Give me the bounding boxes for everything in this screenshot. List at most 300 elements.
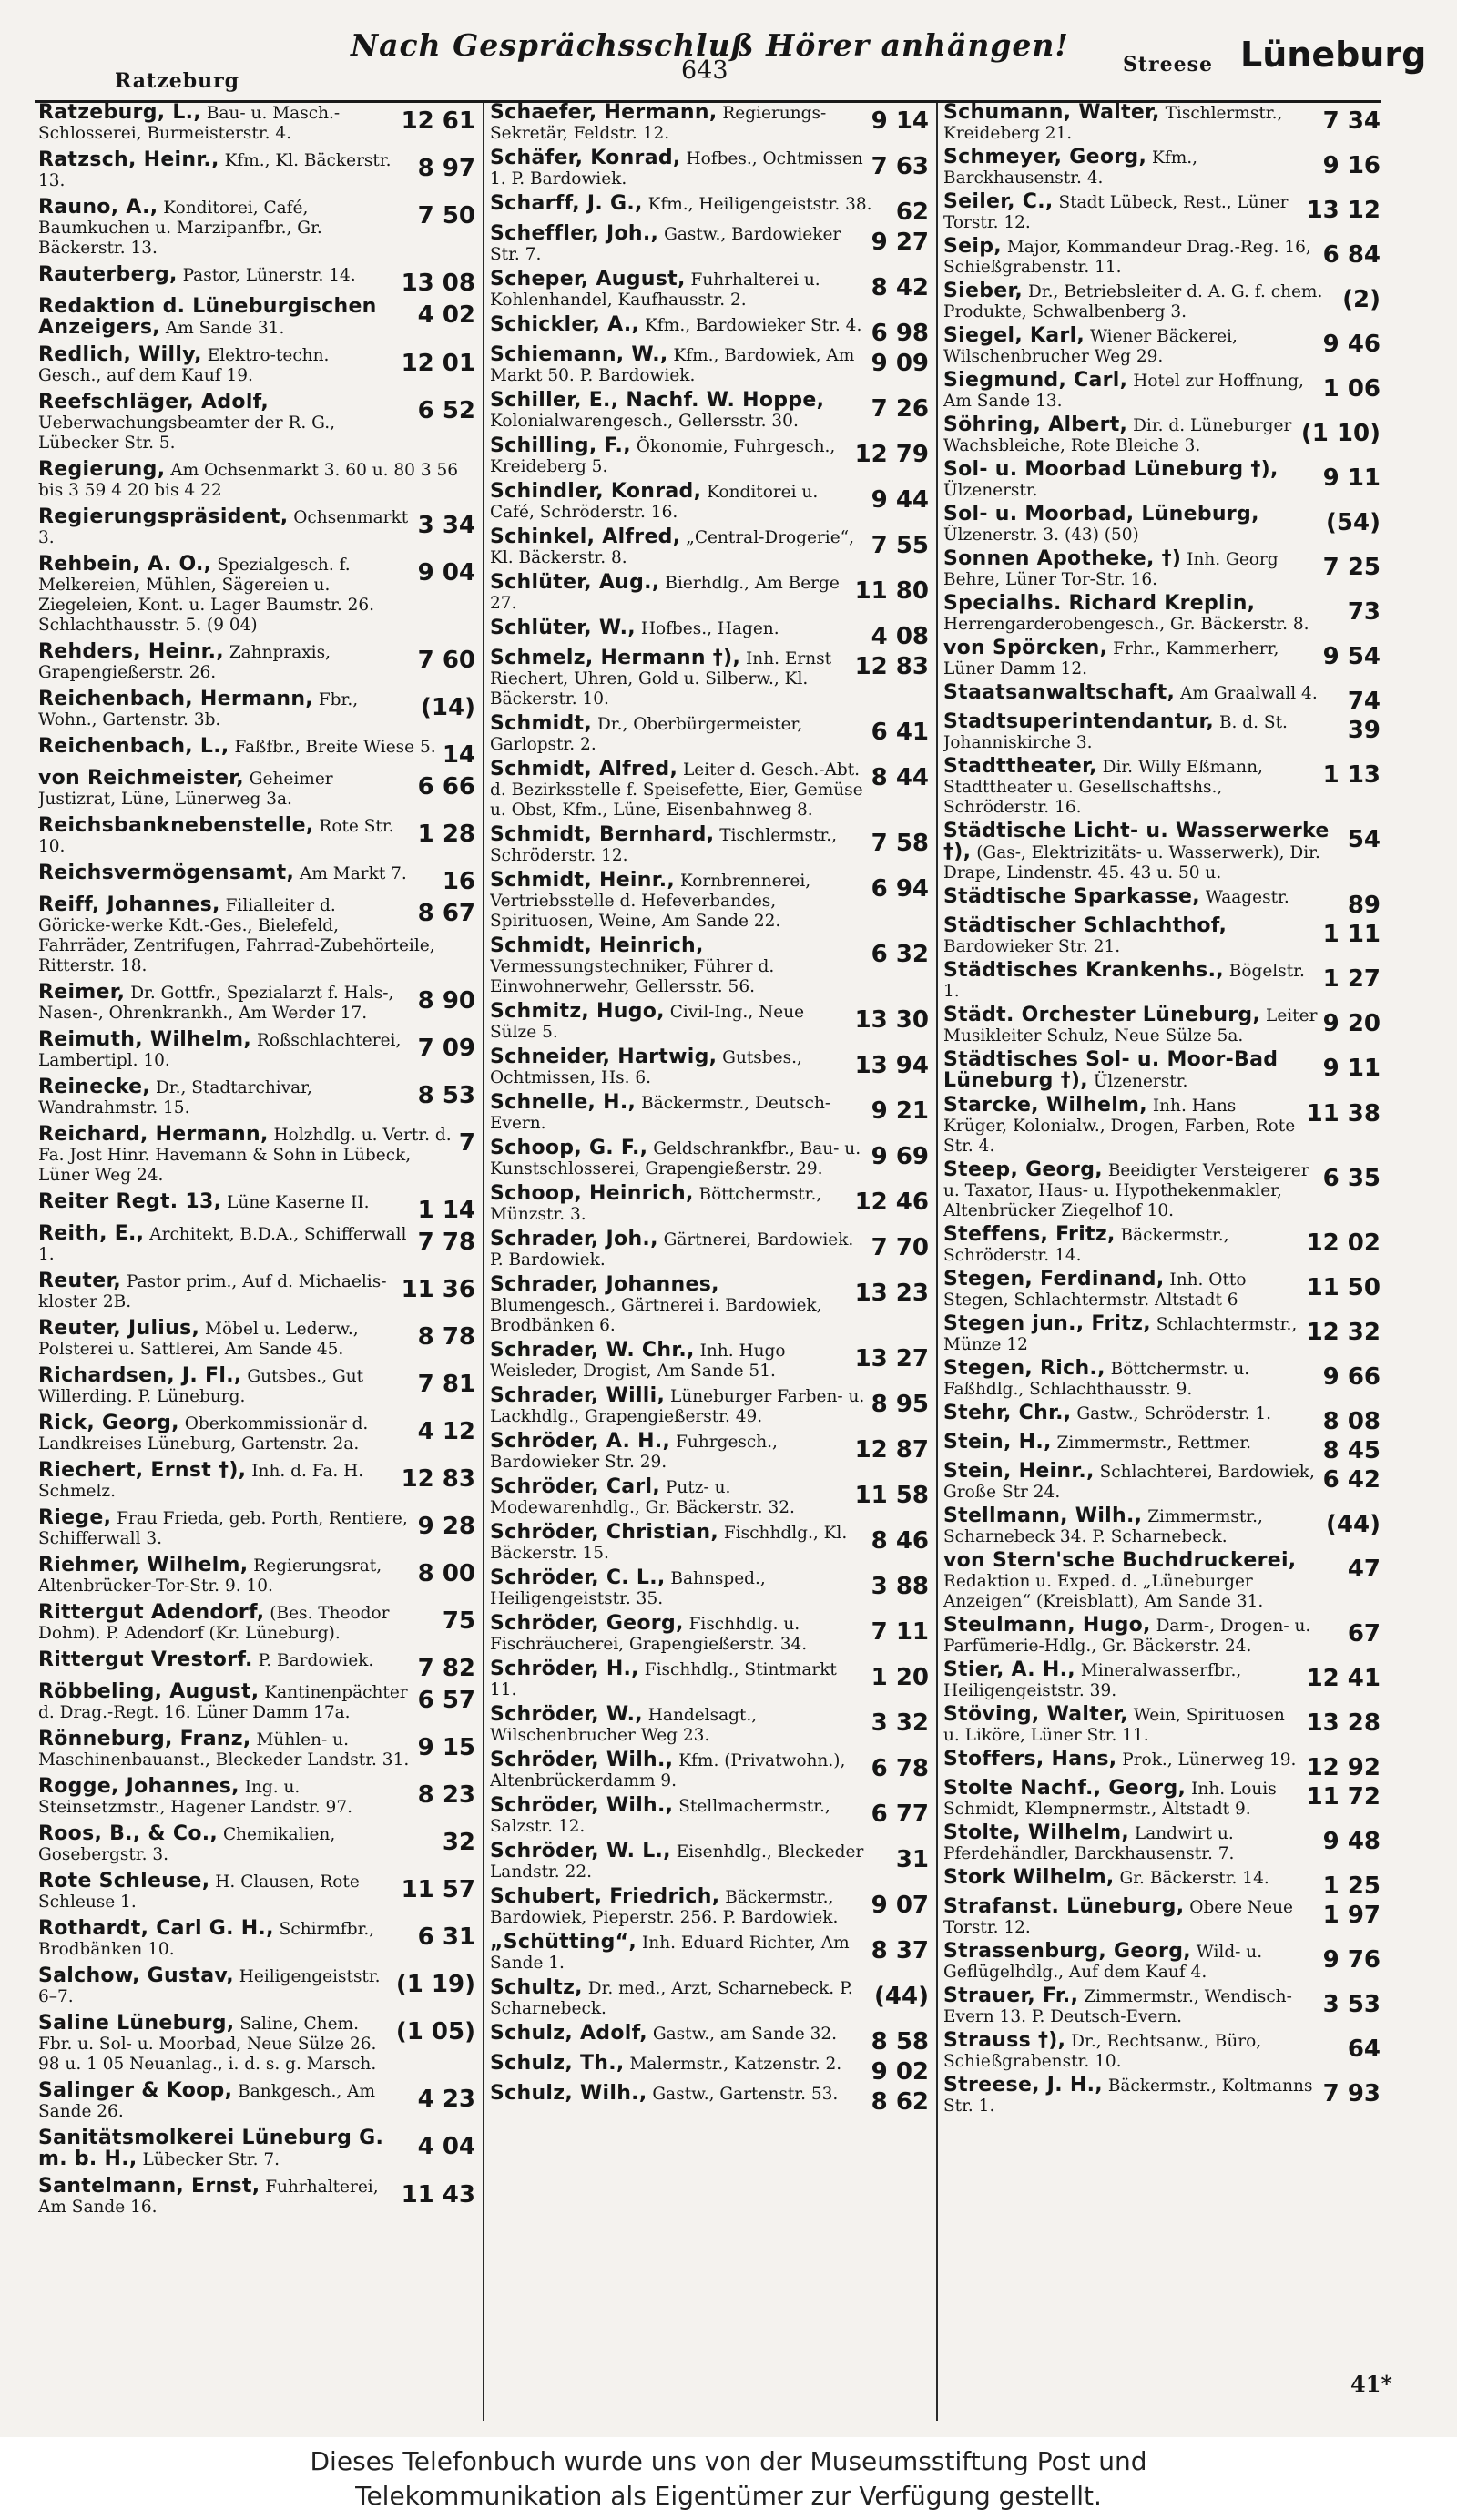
entry-name: Rothardt, Carl G. H., — [38, 1917, 274, 1940]
entry-name: Schulz, Wilh., — [490, 2082, 647, 2105]
directory-entry — [943, 192, 1384, 233]
entry-phone-number: 6 78 — [871, 1755, 929, 1782]
entry-description: Fbr., Wohn., Gartenstr. 3b. — [38, 690, 359, 729]
directory-entry — [38, 393, 479, 454]
directory-entry — [490, 1184, 932, 1225]
directory-entry — [490, 1523, 932, 1564]
entry-name: Stellmann, Wilh., — [943, 1505, 1143, 1527]
directory-entry — [943, 1616, 1384, 1657]
entry-phone-number: 9 66 — [1322, 1363, 1381, 1391]
directory-entry — [943, 1096, 1384, 1157]
directory-entry — [943, 1660, 1384, 1701]
entry-description: Gärtnerei, Bardowiek. P. Bardowiek. — [490, 1230, 854, 1270]
entry-name: Sieber, — [943, 280, 1024, 302]
entry-phone-number: 9 07 — [871, 1892, 929, 1919]
directory-entry — [490, 1568, 932, 1609]
entry-description: Bardowieker Str. 21. — [943, 937, 1121, 956]
entry-description: Dir. Willy Eßmann, Stadttheater u. Gesellschaftshs., Schröderstr. 16. — [943, 758, 1263, 817]
directory-entry — [38, 2014, 479, 2075]
entry-description: Malermstr., Katzenstr. 2. — [629, 2055, 842, 2074]
entry-name: Sol- u. Moorbad Lüneburg †), — [943, 458, 1279, 481]
entry-phone-number: 9 16 — [1322, 152, 1381, 179]
entry-description: Inh. Otto Stegen, Schlachtermstr. Altstadt 6 — [943, 1270, 1247, 1310]
directory-entry — [943, 1050, 1384, 1092]
entry-name: Siegmund, Carl, — [943, 369, 1128, 392]
entry-phone-number: 73 — [1347, 598, 1381, 626]
entry-phone-number: 11 72 — [1306, 1783, 1381, 1811]
entry-phone-number: 1 13 — [1322, 761, 1381, 789]
entry-description: Ülzenerstr. — [1093, 1072, 1188, 1091]
entry-phone-number: 11 80 — [854, 577, 929, 605]
directory-entry — [943, 1270, 1384, 1311]
directory-entry — [943, 594, 1384, 635]
entry-phone-number: 7 63 — [871, 153, 929, 180]
entry-description: Ülzenerstr. — [943, 481, 1038, 500]
entry-description: Major, Kommandeur Drag.-Reg. 16, Schießgrabenstr. 11. — [943, 238, 1311, 277]
entry-name: Streese, J. H., — [943, 2074, 1103, 2097]
directory-entry — [38, 555, 479, 636]
directory-entry — [490, 1796, 932, 1837]
entry-name: Reichsvermögensamt, — [38, 862, 295, 884]
entry-name: Stoffers, Hans, — [943, 1748, 1117, 1770]
directory-entry — [490, 1432, 932, 1473]
entry-description: Inh. Hugo Weisleder, Drogist, Am Sande 51. — [490, 1342, 786, 1381]
entry-name: Schultz, — [490, 1976, 583, 1999]
entry-description: Zimmermstr., Scharnebeck 34. P. Scharnebeck. — [943, 1507, 1263, 1546]
entry-phone-number: 67 — [1347, 1620, 1381, 1648]
entry-phone-number: 9 21 — [871, 1097, 929, 1125]
entry-description: Dr., Oberbürgermeister, Garlopstr. 2. — [490, 715, 803, 754]
entry-description: Heiligengeiststr. 6–7. — [38, 1967, 381, 2006]
entry-description: Inh. Georg Behre, Lüner Tor-Str. 16. — [943, 550, 1279, 589]
entry-description: Inh. Louis Schmidt, Klempnermstr., Altstadt 9. — [943, 1780, 1277, 1819]
entry-description: Zimmermstr., Wendisch-Evern 13. P. Deutsch-Evern. — [943, 1987, 1292, 2026]
directory-entry — [38, 1777, 479, 1818]
entry-phone-number: 9 28 — [417, 1513, 475, 1540]
entry-name: Schiller, E., Nachf. W. Hoppe, — [490, 389, 825, 412]
directory-entry — [490, 2022, 932, 2056]
entry-name: Städtischer Schlachthof, — [943, 914, 1228, 937]
directory-entry — [943, 2076, 1384, 2117]
directory-entry — [38, 1413, 479, 1454]
directory-entry — [490, 1705, 932, 1746]
entry-name: Söhring, Albert, — [943, 413, 1128, 436]
entry-name: Schubert, Friedrich, — [490, 1885, 720, 1908]
entry-phone-number: 3 34 — [417, 512, 475, 539]
entry-phone-number: 12 01 — [401, 350, 475, 377]
directory-entry — [943, 885, 1384, 919]
entry-description: Tischlermstr., Kreideberg 21. — [943, 104, 1283, 143]
entry-name: Schrader, W. Chr., — [490, 1339, 695, 1362]
entry-phone-number: 4 12 — [417, 1418, 475, 1445]
directory-entry — [38, 2128, 479, 2170]
directory-entry — [943, 681, 1384, 715]
directory-entry — [490, 313, 932, 347]
entry-name: Steffens, Fritz, — [943, 1223, 1116, 1246]
directory-entry — [38, 297, 479, 339]
directory-entry — [490, 436, 932, 477]
entry-name: Stolte, Wilhelm, — [943, 1821, 1130, 1844]
directory-entry — [38, 198, 479, 259]
entry-phone-number: 6 42 — [1322, 1466, 1381, 1494]
entry-description: Stellmachermstr., Salzstr. 12. — [490, 1797, 830, 1836]
entry-name: Strauer, Fr., — [943, 1984, 1079, 2007]
entry-description: Zimmermstr., Rettmer. — [1056, 1433, 1252, 1453]
entry-description: Spezialgesch. f. Melkereien, Mühlen, Sägereien u. Ziegeleien, Kont. u. Lager Baumstr. 26. Schlachthausstr. 5. (9 04) — [38, 556, 374, 635]
entry-description: Leiter Musikleiter Schulz, Neue Sülze 5a. — [943, 1006, 1318, 1046]
entry-name: Seiler, C., — [943, 190, 1054, 213]
entry-phone-number: 12 46 — [854, 1189, 929, 1216]
entry-description: Kantinenpächter d. Drag.-Regt. 16. Lüner Damm 17a. — [38, 1683, 408, 1722]
entry-phone-number: 11 38 — [1306, 1100, 1381, 1127]
entry-description: Konditorei u. Café, Schröderstr. 16. — [490, 483, 819, 522]
entry-phone-number: 12 83 — [854, 653, 929, 680]
entry-phone-number: 8 37 — [871, 1937, 929, 1964]
entry-description: Bäckermstr., Bardowiek, Pieperstr. 256. P. Bardowiek. — [490, 1888, 839, 1927]
entry-name: Reith, E., — [38, 1222, 145, 1245]
page-mark: 41* — [1350, 2371, 1392, 2397]
directory-entry — [38, 1682, 479, 1723]
entry-phone-number: 1 14 — [417, 1197, 475, 1224]
entry-description: Herrengarderobengesch., Gr. Bäckerstr. 8. — [943, 615, 1309, 634]
directory-entry — [38, 345, 479, 386]
entry-phone-number: 7 26 — [871, 395, 929, 423]
entry-description: Am Graalwall 4. — [1180, 684, 1318, 703]
entry-description: Ökonomie, Fuhrgesch., Kreideberg 5. — [490, 437, 836, 476]
entry-name: Städt. Orchester Lüneburg, — [943, 1004, 1261, 1026]
entry-name: Strauss †), — [943, 2029, 1066, 2052]
entry-name: Rehders, Heinr., — [38, 640, 224, 663]
entry-description: Am Markt 7. — [300, 864, 407, 883]
entry-description: Frhr., Kammerherr, Lüner Damm 12. — [943, 639, 1279, 678]
entry-name: Städtisches Sol- u. Moor-Bad Lüneburg †), — [943, 1048, 1279, 1092]
entry-phone-number: 7 60 — [417, 647, 475, 674]
entry-phone-number: 13 28 — [1306, 1709, 1381, 1737]
entry-phone-number: 12 61 — [401, 107, 475, 135]
entry-phone-number: 6 52 — [417, 397, 475, 424]
entry-name: Schrader, Johannes, — [490, 1273, 719, 1296]
entry-phone-number: 7 70 — [871, 1234, 929, 1261]
entry-description: Kolonialwarengesch., Gellersstr. 30. — [490, 412, 799, 431]
directory-entry — [490, 573, 932, 614]
entry-name: Schnelle, H., — [490, 1091, 637, 1114]
entry-description: Bau- u. Masch.-Schlosserei, Burmeisterstr. 4. — [38, 104, 341, 143]
entry-description: Kfm., Kl. Bäckerstr. 13. — [38, 151, 392, 190]
entry-name: Schäfer, Konrad, — [490, 147, 681, 169]
directory-entry — [490, 648, 932, 709]
directory-entry — [943, 1942, 1384, 1983]
directory-entry — [490, 1047, 932, 1088]
entry-phone-number: 6 31 — [417, 1923, 475, 1951]
entry-phone-number: 11 57 — [401, 1876, 475, 1903]
entry-name: Redaktion d. Lüneburgischen Anzeigers, — [38, 295, 377, 339]
directory-entry — [38, 1648, 479, 1682]
entry-phone-number: 1 20 — [871, 1664, 929, 1691]
entry-phone-number: 32 — [442, 1829, 475, 1856]
entry-phone-number: 89 — [1347, 892, 1381, 919]
entry-phone-number: 11 58 — [854, 1482, 929, 1509]
column-divider — [483, 103, 484, 2421]
entry-phone-number: 8 90 — [417, 987, 475, 1015]
entry-phone-number: 7 34 — [1322, 107, 1381, 135]
entry-phone-number: (1 05) — [395, 2018, 475, 2046]
entry-phone-number: 8 78 — [417, 1323, 475, 1351]
directory-entry — [490, 1750, 932, 1791]
entry-description: Rote Str. 10. — [38, 817, 394, 856]
entry-name: Sanitätsmolkerei Lüneburg G. m. b. H., — [38, 2127, 384, 2170]
entry-phone-number: 12 02 — [1306, 1229, 1381, 1257]
directory-entry — [38, 1319, 479, 1360]
entry-name: Städtisches Krankenhs., — [943, 959, 1224, 982]
entry-description: Gutsbes., Gut Willerding. P. Lüneburg. — [38, 1367, 364, 1406]
directory-entry — [490, 1002, 932, 1043]
entry-description: Lübecker Str. 7. — [142, 2150, 280, 2169]
entry-phone-number: 8 44 — [871, 764, 929, 791]
entry-phone-number: 54 — [1347, 826, 1381, 853]
entry-phone-number: 8 42 — [871, 274, 929, 301]
directory-entry — [943, 1779, 1384, 1820]
entry-phone-number: 47 — [1347, 1556, 1381, 1583]
entry-description: Landwirt u. Pferdehändler, Barckhausenstr. 7. — [943, 1824, 1235, 1863]
directory-entry — [38, 150, 479, 191]
entry-phone-number: 9 20 — [1322, 1010, 1381, 1037]
entry-description: Mühlen- u. Maschinenbauanst., Bleckeder Landstr. 31. — [38, 1730, 410, 1770]
entry-description: Gastw., Schröderstr. 1. — [1076, 1404, 1272, 1423]
directory-entry — [38, 2081, 479, 2122]
entry-phone-number: 1 28 — [417, 821, 475, 848]
entry-phone-number: 39 — [1347, 717, 1381, 744]
entry-description: Ueberwachungsbeamter der R. G., Lübecker Str. 5. — [38, 413, 336, 453]
directory-entry — [943, 1705, 1384, 1746]
entry-phone-number: 12 83 — [401, 1465, 475, 1493]
entry-name: Röbbeling, August, — [38, 1680, 260, 1703]
entry-phone-number: 7 55 — [871, 532, 929, 559]
directory-entry — [38, 983, 479, 1024]
directory-entry — [38, 689, 479, 730]
entry-description: Handelsagt., Wilschenbrucher Weg 23. — [490, 1706, 758, 1745]
column-1 — [38, 103, 479, 2421]
entry-phone-number: 13 23 — [854, 1280, 929, 1307]
entry-description: Inh. Ernst Riechert, Uhren, Gold u. Silberw., Kl. Bäckerstr. 10. — [490, 649, 832, 709]
entry-name: Stehr, Chr., — [943, 1402, 1072, 1424]
entry-description: Redaktion u. Exped. d. „Lüneburger Anzeigen“ (Kreisblatt), Am Sande 31. — [943, 1572, 1264, 1611]
entry-name: Schröder, Wilh., — [490, 1749, 674, 1771]
directory-entry — [943, 638, 1384, 679]
entry-name: Schrader, Joh., — [490, 1228, 658, 1250]
entry-phone-number: 75 — [442, 1607, 475, 1635]
directory-entry — [943, 2031, 1384, 2072]
directory-entry — [943, 1866, 1384, 1900]
directory-entry — [38, 735, 479, 769]
directory-entry — [943, 1897, 1384, 1938]
entry-phone-number: 7 81 — [417, 1371, 475, 1398]
entry-phone-number: 13 94 — [854, 1052, 929, 1079]
column-2 — [490, 103, 932, 2421]
entry-name: Rogge, Johannes, — [38, 1775, 239, 1798]
entry-phone-number: 8 08 — [1322, 1408, 1381, 1435]
directory-entry — [943, 757, 1384, 818]
entry-description: Fischhdlg., Stintmarkt 11. — [490, 1660, 837, 1699]
entry-name: Stadttheater, — [943, 755, 1097, 778]
entry-name: Rittergut Adendorf, — [38, 1601, 265, 1624]
directory-entry — [943, 371, 1384, 412]
entry-description: Hofbes., Hagen. — [640, 619, 779, 638]
directory-entry — [490, 617, 932, 650]
directory-entry — [943, 1506, 1384, 1547]
entry-phone-number: 6 32 — [871, 941, 929, 968]
entry-name: Reichenbach, Hermann, — [38, 688, 313, 710]
entry-phone-number: 8 45 — [1322, 1437, 1381, 1464]
entry-description: Fuhrhalterei u. Kohlenhandel, Kaufhausstr. 2. — [490, 270, 820, 310]
directory-entry — [490, 714, 932, 755]
entry-description: Chemikalien, Gosebergstr. 3. — [38, 1825, 336, 1864]
entry-phone-number: 7 09 — [417, 1035, 475, 1062]
entry-description: Vermessungstechniker, Führer d. Einwohnerwehr, Gellersstr. 56. — [490, 957, 775, 996]
directory-entry — [943, 916, 1384, 957]
directory-entry — [490, 936, 932, 997]
entry-phone-number: 1 11 — [1322, 921, 1381, 948]
entry-name: Rittergut Vrestorf. — [38, 1648, 253, 1671]
entry-name: Santelmann, Ernst, — [38, 2175, 260, 2198]
entry-description: Fuhrgesch., Bardowieker Str. 29. — [490, 1433, 778, 1472]
entry-description: Frau Frieda, geb. Porth, Rentiere, Schifferwall 3. — [38, 1509, 408, 1548]
directory-entry — [490, 2052, 932, 2086]
entry-name: Schröder, W. L., — [490, 1840, 671, 1862]
directory-entry — [943, 1462, 1384, 1503]
column-divider — [936, 103, 938, 2421]
entry-phone-number: 8 67 — [417, 900, 475, 927]
entry-name: Schmidt, Bernhard, — [490, 823, 715, 846]
entry-description: Fischhdlg. u. Fischräucherei, Grapengießerstr. 34. — [490, 1615, 808, 1654]
entry-name: Schumann, Walter, — [943, 103, 1160, 124]
entry-phone-number: 3 88 — [871, 1573, 929, 1600]
directory-entry — [490, 825, 932, 866]
entry-name: Schoop, G. F., — [490, 1137, 648, 1159]
entry-name: Rauno, A., — [38, 196, 158, 219]
entry-description: Dr. Gottfr., Spezialarzt f. Hals-, Nasen-, Ohrenkrankh., Am Werder 17. — [38, 984, 394, 1023]
entry-phone-number: 64 — [1347, 2035, 1381, 2063]
entry-description: Dr., Betriebsleiter d. A. G. f. chem. Produkte, Schwalbenberg 3. — [943, 282, 1323, 321]
directory-entry — [490, 345, 932, 386]
entry-phone-number: (14) — [421, 694, 475, 721]
entry-phone-number: 9 76 — [1322, 1946, 1381, 1974]
entry-phone-number: 12 87 — [854, 1436, 929, 1464]
entry-description: Konditorei, Café, Baumkuchen u. Marzipanfbr., Gr. Bäckerstr. 13. — [38, 199, 322, 258]
directory-entry — [38, 1271, 479, 1312]
entry-description: Schirmfbr., Brodbänken 10. — [38, 1920, 375, 1959]
entry-name: Schaefer, Hermann, — [490, 103, 718, 124]
entry-phone-number: 16 — [442, 868, 475, 895]
entry-name: Stadtsuperintendantur, — [943, 710, 1215, 733]
directory-entry — [38, 1125, 479, 1186]
entry-phone-number: 6 35 — [1322, 1165, 1381, 1192]
entry-name: Scharff, J. G., — [490, 192, 643, 215]
directory-entry — [38, 1461, 479, 1502]
entry-name: Schröder, A. H., — [490, 1430, 671, 1453]
entry-name: Schröder, Wilh., — [490, 1794, 674, 1817]
entry-description: Elektro-techn. Gesch., auf dem Kauf 19. — [38, 346, 330, 385]
entry-description: Beeidigter Versteigerer u. Taxator, Haus- u. Hypothekenmakler, Altenbrücker Ziegelhof 10. — [943, 1161, 1309, 1220]
directory-entry — [943, 1225, 1384, 1266]
entry-name: Reuter, — [38, 1270, 122, 1292]
entry-description: B. d. St. Johanniskirche 3. — [943, 713, 1288, 752]
directory-entry — [38, 1224, 479, 1265]
directory-entry — [490, 1887, 932, 1928]
entry-phone-number: 6 98 — [871, 320, 929, 347]
directory-entry — [943, 415, 1384, 456]
entry-description: Obere Neue Torstr. 12. — [943, 1898, 1293, 1937]
directory-entry — [38, 816, 479, 857]
entry-description: Bierhdlg., Am Berge 27. — [490, 574, 840, 613]
entry-name: Schmelz, Hermann †), — [490, 647, 741, 669]
directory-entry — [490, 482, 932, 523]
entry-description: Geheimer Justizrat, Lüne, Lünerweg 3a. — [38, 770, 333, 809]
entry-description: Kfm., Bardowiek, Am Markt 50. P. Bardowiek. — [490, 346, 855, 385]
entry-phone-number: (2) — [1342, 286, 1381, 313]
entry-name: Schröder, H., — [490, 1658, 639, 1680]
directory-entry — [490, 760, 932, 821]
entry-name: Sonnen Apotheke, †) — [943, 547, 1182, 570]
directory-entry — [490, 1978, 932, 2019]
entry-phone-number: (44) — [874, 1983, 929, 2010]
entry-phone-number: 12 79 — [854, 441, 929, 468]
directory-entry — [38, 862, 479, 895]
entry-name: Reinecke, — [38, 1076, 151, 1098]
entry-description: Leiter d. Gesch.-Abt. d. Bezirksstelle f. Speisefette, Eier, Gemüse u. Obst, Kfm., Lüne, Eisenbahnweg 8. — [490, 760, 863, 820]
entry-phone-number: 7 82 — [417, 1655, 475, 1682]
entry-description: Filialleiter d. Göricke-werke Kdt.-Ges., Bielefeld, Fahrräder, Zentrifugen, Fahrrad-Zubehörteile, Ritterstr. 18. — [38, 896, 435, 975]
directory-entry — [943, 1402, 1384, 1435]
entry-description: Kfm., Heiligengeiststr. 38. — [647, 195, 872, 214]
directory-entry — [943, 237, 1384, 278]
entry-phone-number: 8 23 — [417, 1781, 475, 1809]
directory-entry — [38, 1729, 479, 1770]
entry-name: Reuter, Julius, — [38, 1317, 200, 1340]
entry-description: Dr., Rechtsanw., Büro, Schießgrabenstr. 10. — [943, 2032, 1262, 2071]
entry-description: Inh. d. Fa. H. Schmelz. — [38, 1462, 364, 1501]
entry-name: von Spörcken, — [943, 637, 1108, 659]
entry-name: Schulz, Adolf, — [490, 2022, 647, 2045]
entry-name: Rick, Georg, — [38, 1412, 179, 1434]
entry-name: Strassenburg, Georg, — [943, 1940, 1191, 1963]
directory-entry — [943, 326, 1384, 367]
entry-phone-number: 6 41 — [871, 719, 929, 746]
directory-entry — [38, 769, 479, 810]
entry-description: Böttchermstr. u. Faßhdlg., Schlachthausstr. 9. — [943, 1360, 1250, 1399]
entry-phone-number: 1 97 — [1322, 1902, 1381, 1929]
entry-phone-number: 9 48 — [1322, 1828, 1381, 1855]
entry-name: Specialhs. Richard Kreplin, — [943, 592, 1256, 615]
entry-description: Darm-, Drogen- u. Parfümerie-Hdlg., Gr. Bäckerstr. 24. — [943, 1617, 1311, 1656]
entry-phone-number: 6 77 — [871, 1801, 929, 1828]
entry-description: H. Clausen, Rote Schleuse 1. — [38, 1872, 360, 1912]
directory-entry — [490, 192, 932, 226]
directory-entry — [490, 1933, 932, 1974]
entry-phone-number: 4 02 — [417, 301, 475, 329]
directory-entry — [490, 224, 932, 265]
header-city: Lüneburg — [1240, 35, 1427, 75]
directory-entry — [38, 263, 479, 297]
entry-description: Kornbrennerei, Vertriebsstelle d. Hefeverbandes, Spirituosen, Weine, Am Sande 22. — [490, 872, 811, 931]
entry-name: Reimer, — [38, 981, 126, 1004]
entry-phone-number: 9 04 — [417, 559, 475, 587]
entry-description: Inh. Hans Krüger, Kolonialw., Drogen, Farben, Rote Str. 4. — [943, 1097, 1296, 1156]
entry-phone-number: 8 62 — [871, 2088, 929, 2116]
entry-description: Prok., Lünerweg 19. — [1122, 1750, 1297, 1770]
entry-description: Kfm. (Privatwohn.), Altenbrückerdamm 9. — [490, 1751, 846, 1791]
entry-description: Inh. Eduard Richter, Am Sande 1. — [490, 1933, 850, 1973]
entry-name: Scheffler, Joh., — [490, 222, 659, 245]
